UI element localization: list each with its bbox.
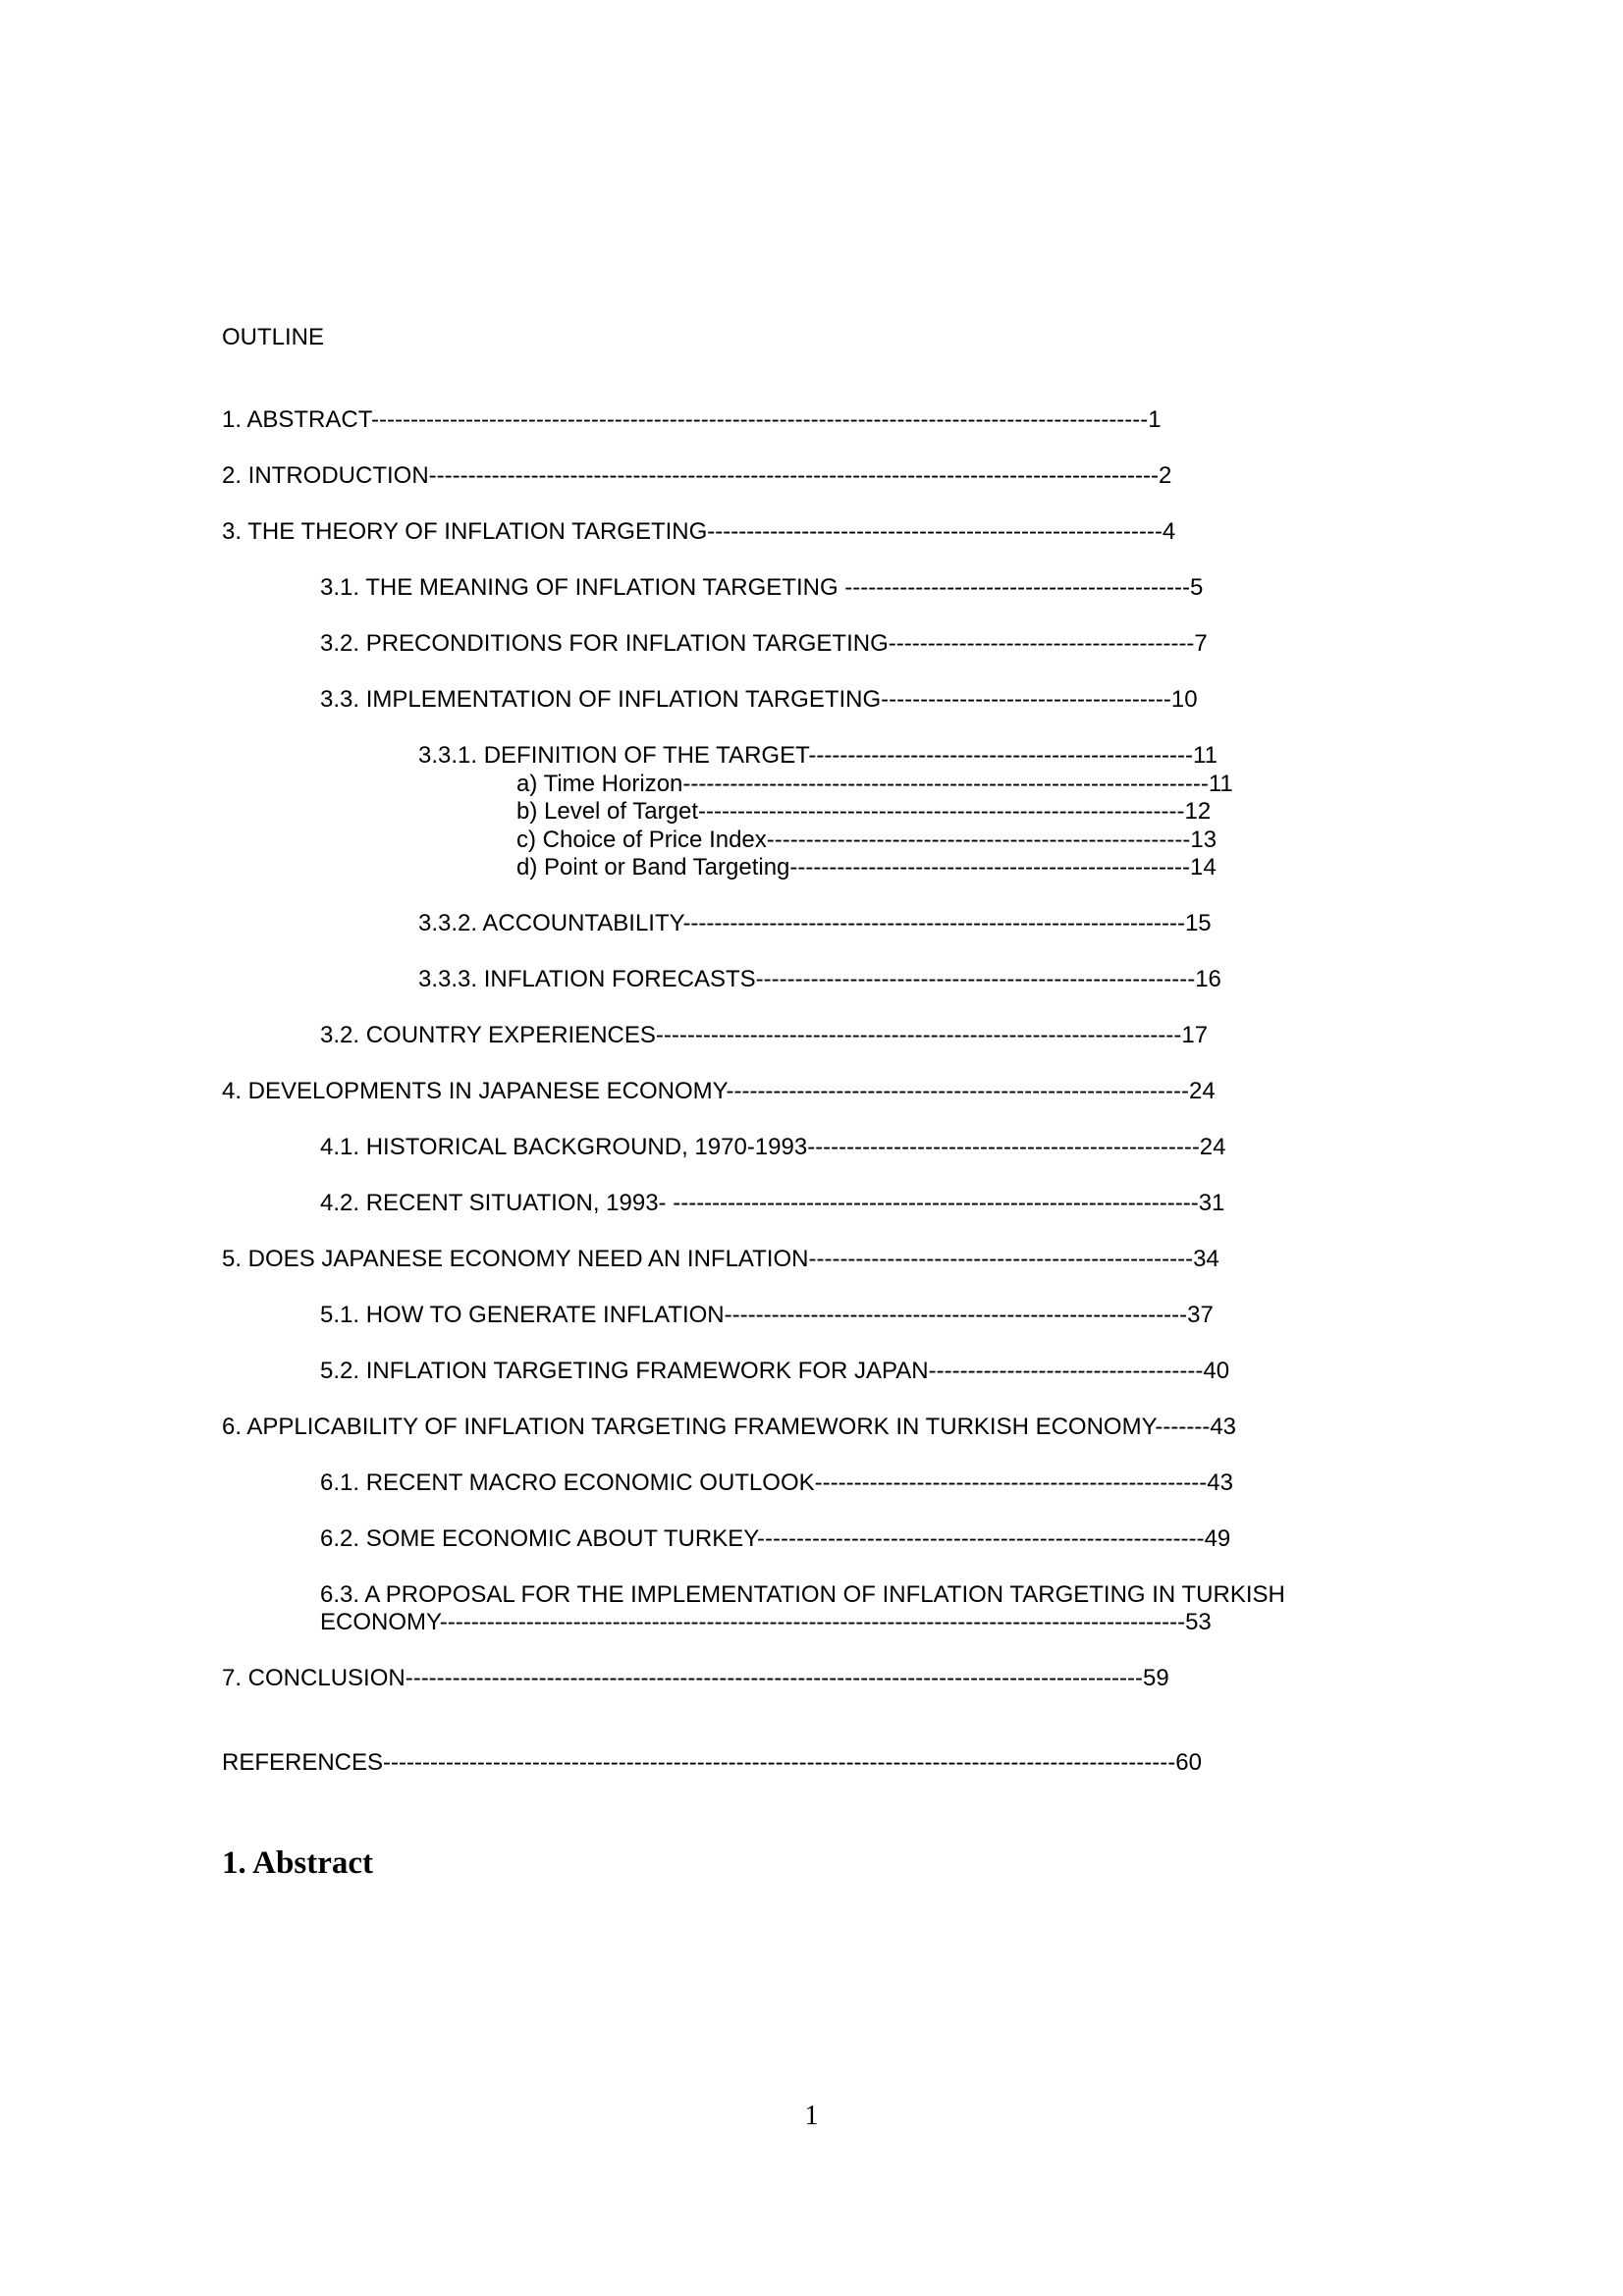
toc-entry-price-index: c) Choice of Price Index------------------------------------------------------13: [516, 827, 1217, 853]
toc-entry-some-economic: 6.2. SOME ECONOMIC ABOUT TURKEY---------------------------------------------------------49: [320, 1525, 1231, 1552]
toc-entry-implementation: 3.3. IMPLEMENTATION OF INFLATION TARGETING-------------------------------------10: [320, 686, 1198, 713]
toc-entry-references: REFERENCES-----------------------------------------------------------------------------------------------------60: [222, 1749, 1202, 1776]
toc-entry-definition: 3.3.1. DEFINITION OF THE TARGET-------------------------------------------------11: [418, 742, 1217, 769]
toc-entry-proposal-line2: ECONOMY-----------------------------------------------------------------------------------------------53: [320, 1609, 1212, 1635]
toc-entry-generate-inflation: 5.1. HOW TO GENERATE INFLATION-----------------------------------------------------------37: [320, 1302, 1214, 1328]
toc-entry-point-band: d) Point or Band Targeting---------------------------------------------------14: [516, 854, 1217, 881]
toc-entry-accountability: 3.3.2. ACCOUNTABILITY----------------------------------------------------------------15: [418, 910, 1212, 936]
toc-entry-introduction: 2. INTRODUCTION---------------------------------------------------------------------------------------------2: [222, 462, 1172, 489]
toc-entry-abstract: 1. ABSTRACT---------------------------------------------------------------------------------------------------1: [222, 406, 1162, 433]
toc-entry-historical-background: 4.1. HISTORICAL BACKGROUND, 1970-1993--------------------------------------------------24: [320, 1134, 1226, 1160]
toc-entry-recent-situation: 4.2. RECENT SITUATION, 1993- -------------------------------------------------------------------31: [320, 1190, 1225, 1216]
section-heading-abstract: 1. Abstract: [222, 1845, 373, 1881]
toc-entry-need-inflation: 5. DOES JAPANESE ECONOMY NEED AN INFLATION-------------------------------------------------34: [222, 1246, 1219, 1272]
toc-entry-proposal-line1: 6.3. A PROPOSAL FOR THE IMPLEMENTATION OF INFLATION TARGETING IN TURKISH: [320, 1581, 1285, 1608]
toc-entry-country-experiences: 3.2. COUNTRY EXPERIENCES-------------------------------------------------------------------17: [320, 1022, 1209, 1048]
outline-title: OUTLINE: [222, 324, 325, 350]
toc-entry-forecasts: 3.3.3. INFLATION FORECASTS--------------------------------------------------------16: [418, 966, 1221, 992]
toc-entry-applicability-turkey: 6. APPLICABILITY OF INFLATION TARGETING FRAMEWORK IN TURKISH ECONOMY-------43: [222, 1414, 1237, 1440]
toc-entry-conclusion: 7. CONCLUSION----------------------------------------------------------------------------------------------59: [222, 1665, 1169, 1691]
toc-entry-theory: 3. THE THEORY OF INFLATION TARGETING----------------------------------------------------------4: [222, 518, 1176, 545]
toc-entry-meaning: 3.1. THE MEANING OF INFLATION TARGETING --------------------------------------------5: [320, 574, 1204, 601]
toc-entry-framework-japan: 5.2. INFLATION TARGETING FRAMEWORK FOR JAPAN-----------------------------------40: [320, 1358, 1230, 1384]
toc-entry-time-horizon: a) Time Horizon-------------------------------------------------------------------11: [516, 771, 1233, 797]
toc-entry-level-of-target: b) Level of Target--------------------------------------------------------------12: [516, 798, 1212, 825]
toc-entry-macro-outlook: 6.1. RECENT MACRO ECONOMIC OUTLOOK--------------------------------------------------43: [320, 1469, 1233, 1496]
toc-entry-japanese-economy: 4. DEVELOPMENTS IN JAPANESE ECONOMY-----------------------------------------------------------24: [222, 1078, 1216, 1104]
toc-entry-preconditions: 3.2. PRECONDITIONS FOR INFLATION TARGETING---------------------------------------7: [320, 630, 1208, 657]
page-number: 1: [804, 2101, 819, 2131]
